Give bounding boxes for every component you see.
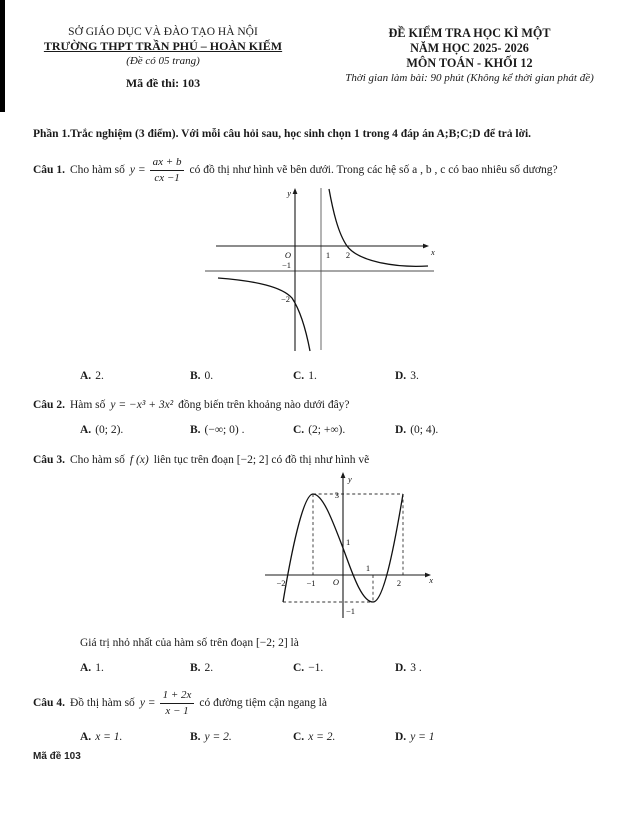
option-d	[395, 662, 629, 674]
question-3-figure	[26, 470, 639, 627]
option-d-value: (0; 4).	[410, 424, 439, 437]
question-4	[33, 689, 629, 717]
option-c-letter: C.	[293, 730, 305, 743]
y-axis-label: y	[347, 474, 352, 485]
question-4-text-after: có đường tiệm cận ngang là	[199, 697, 327, 710]
option-c	[293, 662, 395, 674]
cubic-function-plot	[251, 470, 441, 622]
y-axis-arrow	[340, 472, 345, 478]
option-a	[80, 424, 190, 436]
option-a	[80, 662, 190, 674]
question-3-subtext: Giá trị nhỏ nhất của hàm số trên đoạn [−2; 2] là	[80, 637, 299, 650]
subject-grade: MÔN TOÁN - KHỐI 12	[406, 55, 533, 70]
option-c-value: −1.	[308, 662, 324, 675]
question-4-label: Câu 4.	[33, 697, 65, 710]
question-2-text-after: đồng biến trên khoảng nào dưới đây?	[178, 399, 350, 412]
department-name: SỞ GIÁO DỤC VÀ ĐÀO TẠO HÀ NỘI	[68, 26, 258, 38]
curve-left-branch	[218, 278, 310, 351]
formula-lhs: y =	[139, 697, 156, 710]
option-b-letter: B.	[190, 730, 201, 743]
option-d-value: 3.	[410, 370, 419, 383]
question-1	[33, 156, 629, 184]
formula-lhs: y =	[129, 164, 146, 177]
x-axis-arrow	[423, 244, 429, 249]
header	[0, 26, 639, 91]
option-b-letter: B.	[190, 662, 201, 675]
option-a-value: x = 1.	[95, 730, 123, 743]
page-count-note: (Đề có 05 trang)	[126, 55, 200, 67]
option-b	[190, 731, 293, 743]
x-tick-minus1: −1	[305, 578, 316, 589]
option-a-value: (0; 2).	[95, 424, 124, 437]
option-c-value: x = 2.	[308, 730, 336, 743]
option-a-letter: A.	[80, 370, 92, 383]
question-3-text-before: Cho hàm số	[69, 454, 125, 467]
fraction	[150, 156, 185, 184]
option-d-letter: D.	[395, 730, 407, 743]
question-3-options	[80, 662, 629, 674]
y-axis-arrow	[293, 188, 298, 194]
y-tick-minus1: −1	[281, 260, 291, 271]
question-3-text-after: liên tục trên đoạn [−2; 2] có đồ thị như hình vẽ	[153, 454, 370, 467]
exam-title: ĐỀ KIỂM TRA HỌC KÌ MỘT	[388, 26, 551, 40]
option-b	[190, 424, 293, 436]
question-1-options	[80, 370, 629, 382]
option-a-value: 1.	[95, 662, 104, 675]
question-1-label: Câu 1.	[33, 164, 65, 177]
origin-label: O	[332, 577, 339, 588]
option-b-letter: B.	[190, 424, 201, 437]
question-2-text-before: Hàm số	[69, 399, 106, 412]
question-2-formula: y = −x³ + 3x²	[110, 399, 174, 412]
option-d-letter: D.	[395, 424, 407, 437]
option-d	[395, 424, 629, 436]
option-c	[293, 424, 395, 436]
question-1-text-after: có đồ thị như hình vẽ bên dưới. Trong các hệ số a , b , c có bao nhiêu số dương?	[189, 164, 558, 177]
question-2-options	[80, 424, 629, 436]
exam-code-line: Mã đề thi: 103	[125, 76, 201, 90]
option-b-value: y = 2.	[204, 730, 232, 743]
option-c-value: 1.	[308, 370, 317, 383]
option-b-value: 0.	[204, 370, 214, 383]
option-c-value: (2; +∞).	[308, 424, 346, 437]
y-tick-minus1: −1	[345, 606, 355, 617]
y-tick-minus2: −2	[280, 294, 290, 305]
option-c	[293, 731, 395, 743]
option-b-value: 2.	[204, 662, 214, 675]
header-right	[300, 26, 639, 84]
y-axis-label: y	[287, 188, 291, 199]
question-3	[33, 454, 629, 466]
rational-function-plot	[202, 186, 437, 352]
option-b-value: (−∞; 0) .	[204, 424, 245, 437]
school-name: TRƯỜNG THPT TRẦN PHÚ – HOÀN KIẾM	[43, 39, 283, 53]
header-left	[0, 26, 300, 91]
option-a	[80, 731, 190, 743]
x-tick-1: 1	[325, 250, 331, 261]
x-tick-minus2: −2	[275, 578, 286, 589]
question-4-text-before: Đồ thị hàm số	[69, 697, 135, 710]
origin-label: O	[284, 250, 291, 261]
option-d-value: 3 .	[410, 662, 422, 675]
option-a-letter: A.	[80, 424, 92, 437]
option-d-letter: D.	[395, 370, 407, 383]
school-year: NĂM HỌC 2025- 2026	[410, 40, 529, 55]
scan-artifact-bar	[0, 0, 5, 112]
option-b	[190, 662, 293, 674]
option-c-letter: C.	[293, 662, 305, 675]
duration-note: Thời gian làm bài: 90 phút (Không kể thời gian phát đề)	[345, 71, 594, 84]
section-instruction: Phần 1.Trắc nghiệm (3 điểm). Với mỗi câu hỏi sau, học sinh chọn 1 trong 4 đáp án A;B;C;D để trả lời.	[33, 128, 532, 140]
fraction-numerator: ax + b	[150, 156, 185, 171]
option-a-value: 2.	[95, 370, 104, 383]
option-c-letter: C.	[293, 424, 305, 437]
x-axis-label: x	[428, 575, 433, 586]
fraction-denominator: x − 1	[165, 704, 189, 717]
question-2	[33, 399, 629, 411]
option-a	[80, 370, 190, 382]
option-d-value: y = 1	[410, 730, 435, 743]
x-tick-2: 2	[345, 250, 351, 261]
question-2-label: Câu 2.	[33, 399, 65, 412]
y-tick-1: 1	[345, 537, 350, 548]
option-b	[190, 370, 293, 382]
option-a-letter: A.	[80, 730, 92, 743]
question-3-label: Câu 3.	[33, 454, 65, 467]
option-d	[395, 370, 629, 382]
fraction-denominator: cx −1	[154, 171, 180, 184]
question-1-figure	[0, 186, 639, 357]
question-4-options	[80, 731, 629, 743]
question-1-text-before: Cho hàm số	[69, 164, 125, 177]
curve-right-branch	[329, 189, 428, 266]
question-3-formula: f (x)	[129, 454, 149, 467]
x-tick-1: 1	[365, 563, 370, 574]
option-d-letter: D.	[395, 662, 407, 675]
fraction	[160, 689, 195, 717]
fraction-numerator: 1 + 2x	[160, 689, 195, 704]
footer-exam-code: Mã đề 103	[33, 750, 81, 762]
x-tick-2: 2	[396, 578, 401, 589]
option-d	[395, 731, 629, 743]
option-a-letter: A.	[80, 662, 92, 675]
y-tick-3: 3	[334, 490, 339, 501]
option-b-letter: B.	[190, 370, 201, 383]
question-4-formula	[140, 689, 195, 717]
question-1-formula	[130, 156, 185, 184]
option-c	[293, 370, 395, 382]
x-axis-label: x	[431, 247, 435, 258]
option-c-letter: C.	[293, 370, 305, 383]
